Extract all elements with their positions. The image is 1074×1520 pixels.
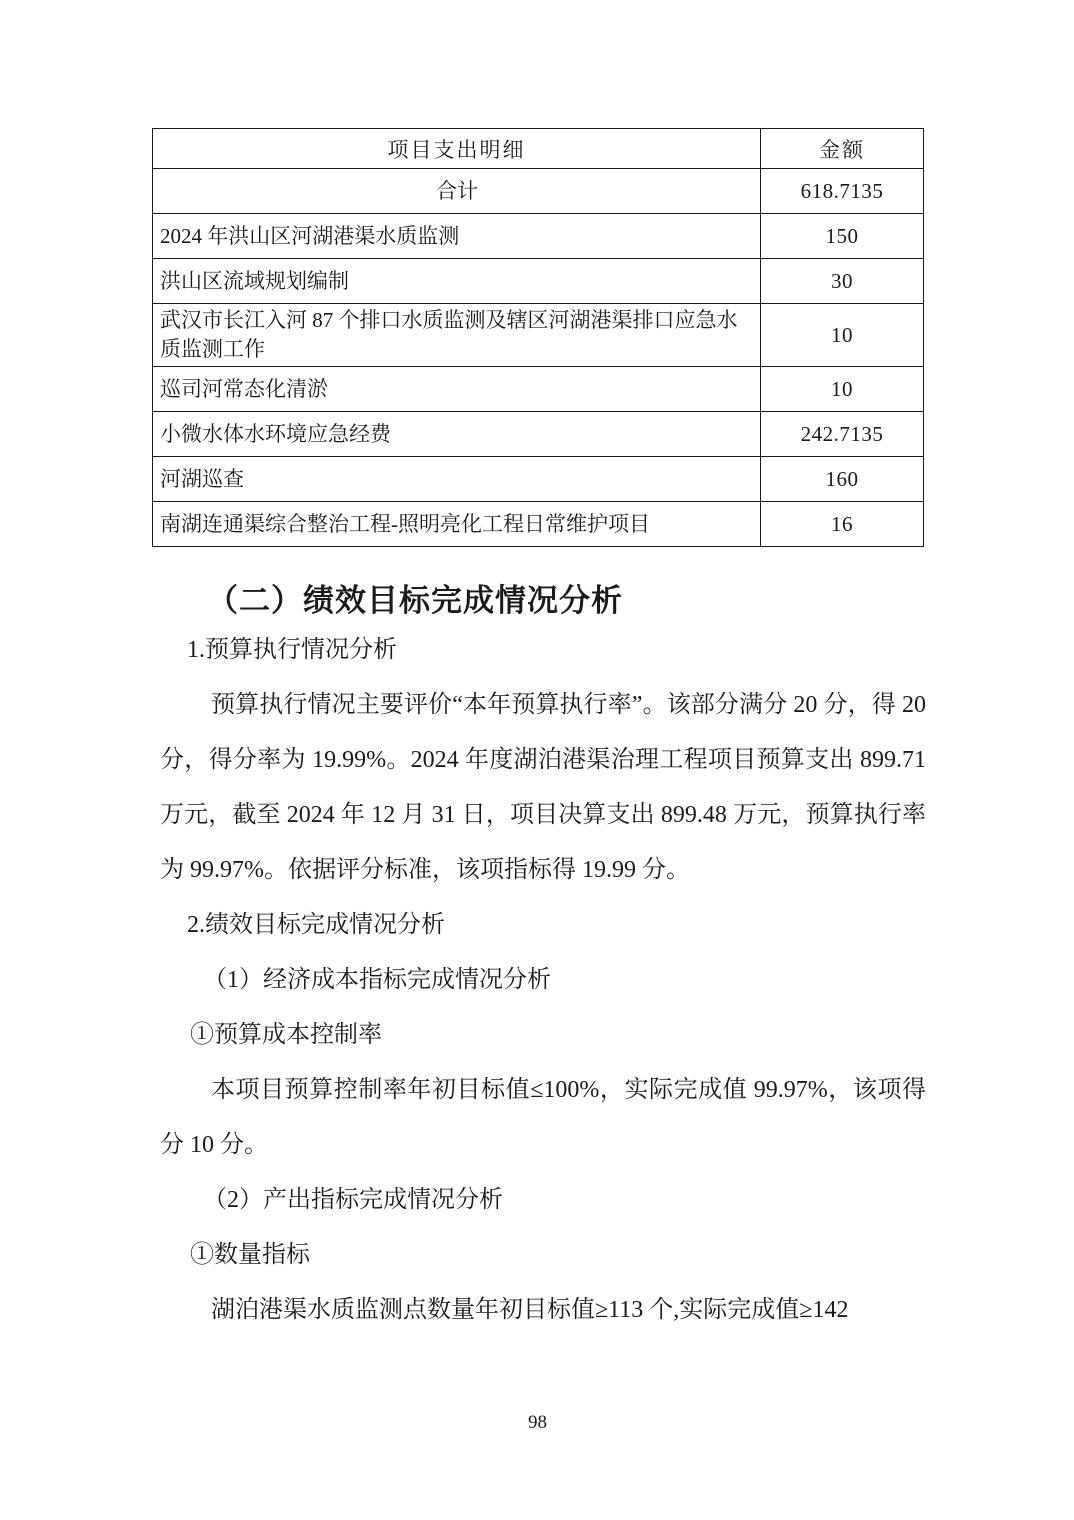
row-item-label: 武汉市长江入河 87 个排口水质监测及辖区河湖港渠排口应急水质监测工作 [153,304,761,367]
paragraph-budget-execution: 预算执行情况主要评价“本年预算执行率”。该部分满分 20 分，得 20 分，得分率为 19.99%。2024 年度湖泊港渠治理工程项目预算支出 899.71 万元，截至 2024 年 12 月 31 日，项目决算支出 899.48 万元，预算执行率为 99.97%。依据评分标准，该项指标得 19.99 分。 [160,692,926,883]
table-header-item: 项目支出明细 [153,129,761,169]
page-number: 98 [528,1412,547,1433]
table-header-amount: 金额 [761,129,924,169]
row-item-label: 河湖巡查 [153,457,761,502]
expense-table [152,128,924,547]
subheading-target-completion: 2.绩效目标完成情况分析 [187,912,445,938]
table-row [153,214,924,259]
paragraph-quantity-indicator: 湖泊港渠水质监测点数量年初目标值≥113 个,实际完成值≥142 [211,1297,849,1323]
row-amount-value: 242.7135 [761,412,924,457]
row-amount-value: 10 [761,367,924,412]
row-item-label: 南湖连通渠综合整治工程-照明亮化工程日常维护项目 [153,502,761,547]
subheading-budget-cost-control: ①预算成本控制率 [190,1022,382,1048]
subheading-budget-execution: 1.预算执行情况分析 [187,637,397,663]
row-item-label: 巡司河常态化清淤 [153,367,761,412]
row-amount-value: 150 [761,214,924,259]
row-item-label: 2024 年洪山区河湖港渠水质监测 [153,214,761,259]
table-row [153,502,924,547]
row-amount-value: 618.7135 [761,169,924,214]
subheading-economic-cost: （1）经济成本指标完成情况分析 [203,967,551,993]
subheading-quantity-indicator: ①数量指标 [190,1242,310,1268]
table-row [153,367,924,412]
table-row-total [153,169,924,214]
table-row [153,259,924,304]
paragraph-budget-cost-control: 本项目预算控制率年初目标值≤100%，实际完成值 99.97%，该项得分 10 分。 [160,1077,926,1158]
row-amount-value: 30 [761,259,924,304]
row-amount-value: 10 [761,304,924,367]
row-amount-value: 16 [761,502,924,547]
row-item-label: 小微水体水环境应急经费 [153,412,761,457]
text-block [160,623,926,1338]
table-header-row [153,129,924,169]
table-row [153,457,924,502]
table-row [153,304,924,367]
section-heading: （二）绩效目标完成情况分析 [207,583,623,618]
table-row [153,412,924,457]
row-item-label: 合计 [153,169,761,214]
subheading-output-indicator: （2）产出指标完成情况分析 [203,1187,503,1213]
row-amount-value: 160 [761,457,924,502]
row-item-label: 洪山区流域规划编制 [153,259,761,304]
